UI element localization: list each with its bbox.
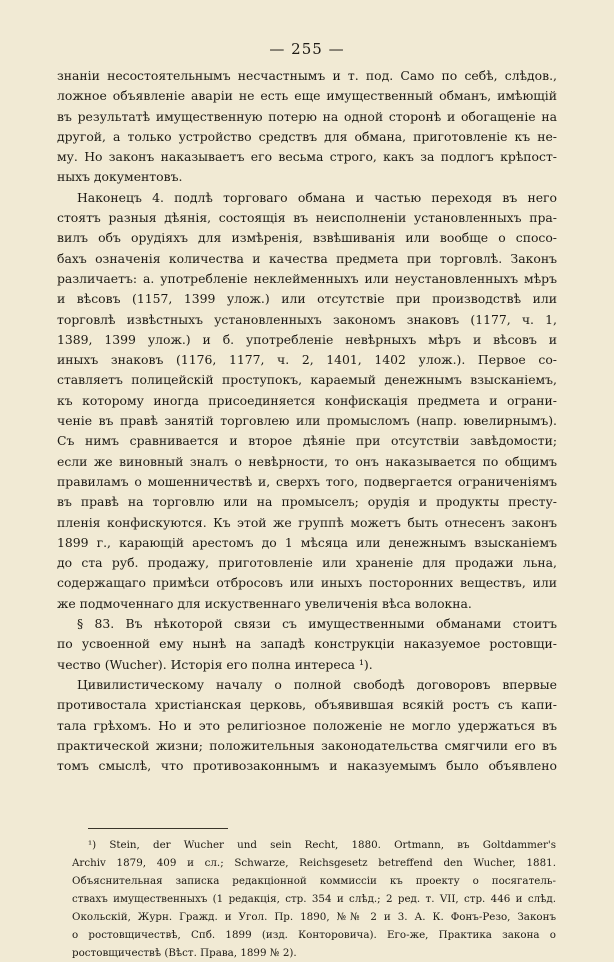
text-line: же подмоченнаго для искуственнаго увеличенія вѣса волокна. [57, 595, 472, 611]
text-line: чество (Wucher). Исторія его полна интереса ¹). [57, 656, 373, 672]
text-line: къ которому иногда присоединяется конфискація предмета и ограни- [57, 392, 557, 408]
text-line: различаетъ: а. употребленіе неклейменныхъ или неустановленныхъ мѣръ [57, 270, 557, 286]
text-line: стоятъ разныя дѣянія, состоящія въ неисполненіи установленныхъ пра- [57, 210, 557, 226]
text-line: бахъ означенія количества и качества предмета при торговлѣ. Законъ [57, 250, 557, 266]
text-line: практической жизни; положительныя законодательства смягчили его въ [57, 737, 557, 753]
text-line: содержащаго примѣси отбросовъ или иныхъ посторонних веществъ, или [57, 575, 557, 591]
main-text [57, 66, 557, 776]
footnote-line: ростовщичествѣ (Вѣст. Права, 1899 № 2). [72, 947, 297, 959]
text-line: торговлѣ извѣстныхъ установленныхъ закономъ знаковъ (1177, ч. 1, [57, 311, 557, 327]
text-line: § 83. Въ нѣкоторой связи съ имущественными обманами стоитъ [77, 616, 557, 632]
text-line: ложное объявленіе аваріи не есть еще имущественный обманъ, имѣющій [57, 88, 557, 104]
text-line: въ правѣ на торговлю или на промыселъ; орудія и продукты престу- [57, 494, 557, 510]
text-line: ченіе въ правѣ занятій торговлею или промысломъ (напр. ювелирнымъ). [57, 413, 557, 429]
text-line: Съ нимъ сравнивается и второе дѣяніе при отсутствіи завѣдомости; [57, 433, 557, 449]
footnote-line: ¹) Stein, der Wucher und sein Recht, 1880. Ortmann, въ Goltdammer's [88, 839, 556, 851]
text-line: Наконецъ 4. подлѣ торговаго обмана и частью переходя въ него [77, 189, 557, 205]
page-number: — 255 — [269, 40, 345, 58]
text-line: до ста руб. продажу, приготовленіе или храненіе для продажи льна, [57, 555, 557, 571]
text-line: томъ смыслѣ, что противозаконнымъ и наказуемымъ было объявлено [57, 758, 557, 774]
text-line: тала грѣхомъ. Но и это религіозное положеніе не могло удержаться въ [57, 717, 557, 733]
text-line: пленія конфискуются. Къ этой же группѣ можетъ быть отнесенъ законъ [57, 514, 557, 530]
footnote-line: Окольскій, Журн. Гражд. и Угол. Пр. 1890, №№ 2 и 3. А. К. Фонъ-Резо, Законъ [72, 911, 556, 923]
text-line: если же виновный зналъ о невѣрности, то онъ наказывается по общимъ [57, 453, 557, 469]
text-line: знаніи несостоятельнымъ несчастнымъ и т. под. Само по себѣ, слѣдов., [57, 68, 557, 83]
footnote-line: ствахъ имущественныхъ (1 редакція, стр. 354 и слѣд.; 2 ред. т. VII, стр. 446 и слѣд. [72, 893, 556, 905]
text-line: правиламъ о мошенничествѣ и, сверхъ того, подвергается ограниченіямъ [57, 473, 557, 489]
text-line: и вѣсовъ (1157, 1399 улож.) или отсутствіе при производствѣ или [57, 291, 557, 307]
text-line: противостала христіанская церковь, объявившая всякій ростъ съ капи- [57, 697, 557, 713]
text-line: въ результатѣ имущественную потерю на одной сторонѣ и обогащеніе на [57, 108, 557, 124]
text-line: другой, а только устройство средствъ для обмана, приготовленіе къ не- [57, 128, 557, 144]
text-line: вилъ объ орудіяхъ для измѣренія, взвѣшиванія или вообще о спосо- [57, 230, 557, 246]
footnotes [72, 836, 556, 962]
footnote-line: Archiv 1879, 409 и сл.; Schwarze, Reichsgesetz betreffend den Wucher, 1881. [72, 857, 556, 869]
text-line: по усвоенной ему нынѣ на западѣ конструкціи наказуемое ростовщи- [57, 636, 557, 652]
text-line: иныхъ знаковъ (1176, 1177, ч. 2, 1401, 1402 улож.). Первое со- [57, 352, 557, 368]
text-line: ныхъ документовъ. [57, 169, 183, 185]
text-line: Цивилистическому началу о полной свободѣ договоровъ впервые [77, 676, 557, 692]
footnote-divider [88, 828, 228, 829]
footnote-line: Объяснительная записка редакціонной коммиссіи къ проекту о посягатель- [72, 875, 556, 887]
text-line: му. Но законъ наказываетъ его весьма строго, какъ за подлогъ крѣпост- [57, 149, 557, 165]
text-line: 1389, 1399 улож.) и б. употребленіе невѣрныхъ мѣръ и вѣсовъ и [57, 331, 557, 347]
text-line: 1899 г., карающій арестомъ до 1 мѣсяца или денежнымъ взысканіемъ [57, 534, 557, 550]
text-line: ставляетъ полицейскій проступокъ, караемый денежнымъ взысканіемъ, [57, 372, 557, 388]
footnote-line: о ростовщичествѣ, Спб. 1899 (изд. Конторовича). Его-же, Практика закона о [72, 929, 556, 941]
